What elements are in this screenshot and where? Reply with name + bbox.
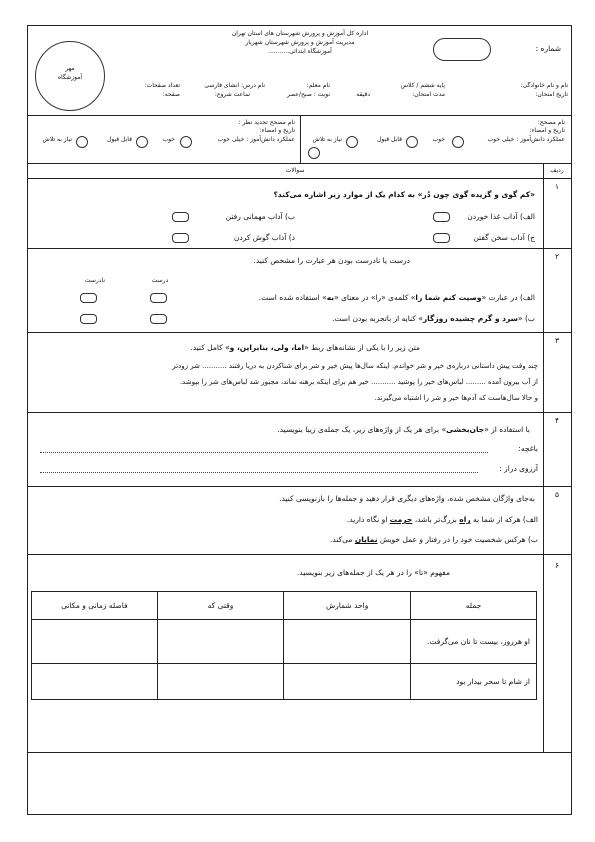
question-number: ۳ [554, 336, 560, 345]
question-number: ۴ [554, 416, 560, 425]
divider [27, 752, 572, 753]
date-sign-label: تاریخ و امضاء: [529, 127, 565, 134]
number-label: شماره : [535, 44, 561, 53]
q2-a-true-box[interactable] [150, 293, 167, 303]
q2-statement-b: ب) «سرد و گرم چشیده روزگار» کنایه از باتجربه بودن است. [331, 314, 535, 323]
revision-acceptable-radio[interactable] [76, 136, 88, 148]
subject-label: نام درس: انشای فارسی [204, 82, 265, 89]
performance-label: عملکرد دانش‌آموز : خیلی خوب [487, 136, 565, 143]
seal-label: مهر [65, 65, 75, 72]
q6-answer-cell[interactable] [157, 664, 284, 700]
q6-sentence-cell: او هرروز، بیست تا نان می‌گرفت. [411, 620, 537, 664]
q1-option-c: ج) آداب سخن گفتن [473, 233, 535, 242]
q1-option-a-box[interactable] [433, 212, 450, 222]
question-number: ۲ [554, 252, 560, 261]
q4-title: با استفاده از «جان‌بخشی» برای هر یک از واژه‌های زیر، یک جمله‌ی زیبا بنویسید. [277, 425, 530, 434]
q2-a-false-box[interactable] [80, 293, 97, 303]
student-name-label: نام و نام خانوادگی: [520, 82, 568, 89]
revision-very-good-radio[interactable] [180, 136, 192, 148]
q5-sentence-a: الف) هرکه از شما به راه بزرگ‌تر باشد، حرمت او نگاه دارید. [346, 515, 538, 524]
row-number-column-divider [543, 163, 544, 752]
page-label: صفحه: [162, 91, 180, 98]
questions-column-header: سوالات [285, 167, 305, 174]
q3-text-line-2: از آب بیرون آمده ......... لباس‌های خیر را پوشید ........... خیر هم برای اینکه برهنه نماند، مجبور شد لباس‌های شر را بپوشد. [179, 378, 538, 386]
header-line-1: اداره کل آموزش و پرورش شهرستان های استان تهران [231, 30, 369, 37]
q6-answer-cell[interactable] [157, 620, 284, 664]
divider [27, 554, 572, 555]
start-time-label: ساعت شروع: [214, 91, 250, 98]
very-good-radio[interactable] [452, 136, 464, 148]
revision-corrector-label: نام مصحح تجدید نظر : [238, 119, 295, 126]
true-column-label: درست [151, 277, 169, 284]
q4-item-garden: باغچه: [518, 444, 538, 453]
q6-answer-cell[interactable] [284, 620, 411, 664]
question-number: ۱ [554, 182, 560, 191]
question-number: ۶ [554, 561, 560, 570]
q1-title: «کم گوی و گزیده گوی چون دُر» به کدام یک از موارد زیر اشاره می‌کند؟ [273, 190, 535, 199]
duration-label: مدت امتحان: [412, 91, 445, 98]
q1-option-a: الف) آداب غذا خوردن [467, 212, 535, 221]
q6-table [31, 591, 537, 700]
acceptable-radio[interactable] [346, 136, 358, 148]
q4-answer-line-2[interactable] [40, 472, 478, 473]
revision-good-radio[interactable] [136, 136, 148, 148]
acceptable-label: قابل قبول [377, 136, 402, 143]
revision-date-sign-label: تاریخ و امضاء: [259, 127, 295, 134]
divider [27, 486, 572, 487]
needs-effort-radio[interactable] [308, 147, 320, 159]
divider [27, 412, 572, 413]
q5-sentence-b: ب) هرکس شخصیت خود را در رفتار و عمل خویش نمایان می‌کند. [330, 535, 538, 544]
q2-b-false-box[interactable] [80, 314, 97, 324]
seal-label-2: آموزشگاه [57, 74, 83, 81]
needs-effort-label: نیاز به تلاش [312, 136, 342, 143]
revision-performance-label: عملکرد دانش‌آموز : خیلی خوب [217, 136, 295, 143]
divider [27, 248, 572, 249]
q1-option-d-box[interactable] [172, 233, 189, 243]
divider [27, 178, 572, 179]
q1-option-d: د) آداب گوش کردن [233, 233, 295, 242]
false-column-label: نادرست [85, 277, 105, 284]
q2-title: درست یا نادرست بودن هر عبارت را مشخص کنید. [253, 256, 410, 265]
q1-option-b-box[interactable] [172, 212, 189, 222]
shift-label: نوبت : صبح/عصر [286, 91, 330, 98]
q4-item-long-wish: آرزوی دراز : [499, 464, 538, 473]
question-number: ۵ [554, 490, 560, 499]
revision-acceptable-label: قابل قبول [107, 136, 132, 143]
q5-title: به‌جای واژگان مشخص شده، واژه‌های دیگری قرار دهید و جمله‌ها را بازنویسی کنید. [279, 494, 535, 503]
q6-header-cell: وقتی که [157, 592, 284, 620]
good-radio[interactable] [406, 136, 418, 148]
good-label: خوب [432, 136, 445, 143]
header-line-2: مدیریت آموزش و پرورش شهرستان شهریار [245, 39, 355, 46]
q6-answer-cell[interactable] [32, 664, 158, 700]
teacher-label: نام معلم: [306, 82, 330, 89]
q3-text-line-1: چند وقت پیش داستانی درباره‌ی خیر و شر خواندم. اینکه سال‌ها پیش خیر و شر برای شناکردن به دریا رفتند ........... شر زودتر [172, 362, 538, 370]
exam-date-label: تاریخ امتحان: [535, 91, 568, 98]
pages-count-label: تعداد صفحات: [144, 82, 180, 89]
number-box [433, 38, 491, 61]
divider [27, 332, 572, 333]
q4-answer-line-1[interactable] [40, 452, 488, 453]
grade-label: پایه ششم / کلاس [400, 82, 445, 89]
q6-title: مفهوم «تا» را در هر یک از جمله‌های زیر بنویسید. [296, 568, 450, 577]
q3-title: متن زیر را با یکی از نشانه‌های ربط «اما، ولی، بنابراین، و» کامل کنید. [190, 343, 420, 352]
duration-unit: دقیقه [356, 91, 370, 98]
q6-answer-cell[interactable] [32, 620, 158, 664]
revision-needs-effort-label: نیاز به تلاش [42, 136, 72, 143]
q3-text-line-3: و حالا سال‌هاست که آدم‌ها خیر و شر را اشتباه می‌گیرند. [374, 394, 538, 402]
q2-statement-a: الف) در عبارت «وصیت کنم شما را» کلمه‌ی «را» در معنای «به» استفاده شده است. [258, 293, 535, 302]
divider [27, 163, 572, 164]
q6-header-cell: جمله [411, 592, 537, 620]
q6-answer-cell[interactable] [284, 664, 411, 700]
q1-option-c-box[interactable] [433, 233, 450, 243]
corrector-label: نام مصحح: [537, 119, 565, 126]
q6-sentence-cell: از شام تا سحر بیدار بود [411, 664, 537, 700]
q2-b-true-box[interactable] [150, 314, 167, 324]
revision-good-label: خوب [162, 136, 175, 143]
q6-header-cell: فاصله زمانی و مکانی [32, 592, 158, 620]
q6-header-cell: واحد شمارش [284, 592, 411, 620]
row-column-header: ردیف [550, 167, 564, 174]
header-line-3: آموزشگاه ابتدائی........... [268, 48, 332, 55]
q1-option-b: ب) آداب مهمانی رفتن [225, 212, 295, 221]
